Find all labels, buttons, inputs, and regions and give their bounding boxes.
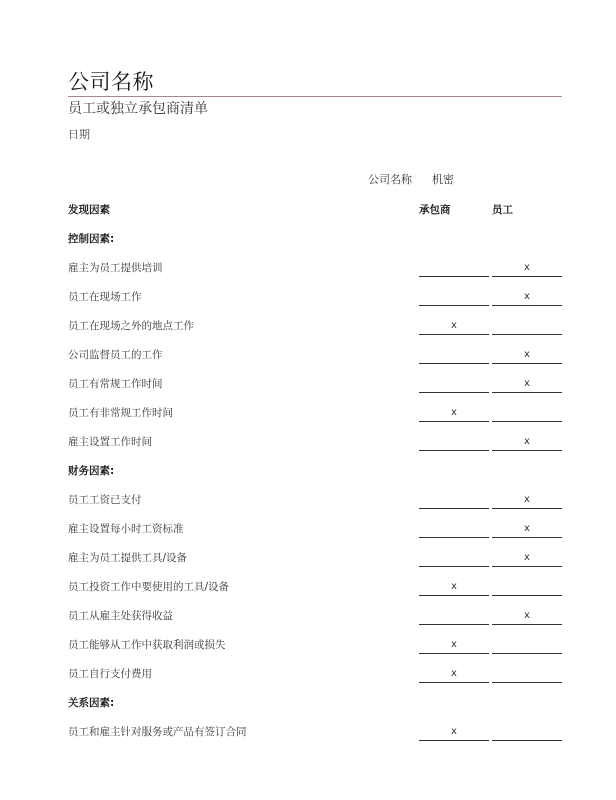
item-label: 员工工资已支付	[68, 494, 142, 506]
table-row	[68, 290, 562, 310]
contractor-mark[interactable]	[419, 551, 489, 567]
table-row	[68, 638, 562, 658]
contractor-mark[interactable]: x	[419, 319, 489, 335]
contractor-mark[interactable]	[419, 435, 489, 451]
checklist	[68, 0, 562, 800]
employee-mark[interactable]	[492, 406, 562, 422]
section-title: 财务因素:	[68, 465, 115, 477]
table-row	[68, 580, 562, 600]
employee-mark[interactable]: x	[492, 377, 562, 393]
table-row	[68, 435, 562, 455]
table-row	[68, 609, 562, 629]
section-title: 控制因素:	[68, 233, 115, 245]
confidential-label: 机密	[432, 173, 454, 186]
item-label: 公司监督员工的工作	[68, 349, 163, 361]
table-row	[68, 551, 562, 571]
item-label: 员工有非常规工作时间	[68, 407, 173, 419]
factor-column-header: 发现因素	[68, 204, 110, 216]
contractor-mark[interactable]	[419, 522, 489, 538]
employee-mark[interactable]: x	[492, 522, 562, 538]
contractor-mark[interactable]: x	[419, 580, 489, 596]
company-name-small: 公司名称	[368, 173, 412, 186]
section-header	[68, 696, 562, 716]
document-subtitle: 员工或独立承包商清单	[68, 101, 208, 117]
item-label: 雇主为员工提供工具/设备	[68, 552, 188, 564]
item-label: 员工和雇主针对服务或产品有签订合同	[68, 726, 247, 738]
item-label: 雇主为员工提供培训	[68, 262, 163, 274]
section-header	[68, 464, 562, 484]
employee-mark[interactable]: x	[492, 609, 562, 625]
item-label: 员工有常规工作时间	[68, 378, 163, 390]
employee-mark[interactable]: x	[492, 551, 562, 567]
contractor-mark[interactable]	[419, 348, 489, 364]
section-header	[68, 232, 562, 252]
section-title: 关系因素:	[68, 697, 115, 709]
item-label: 员工从雇主处获得收益	[68, 610, 173, 622]
table-row	[68, 493, 562, 513]
employee-mark[interactable]: x	[492, 348, 562, 364]
date-label: 日期	[68, 128, 90, 141]
item-label: 员工能够从工作中获取利润或损失	[68, 639, 226, 651]
contractor-mark[interactable]	[419, 609, 489, 625]
item-label: 雇主设置工作时间	[68, 436, 152, 448]
contractor-mark[interactable]: x	[419, 725, 489, 741]
contractor-mark[interactable]: x	[419, 406, 489, 422]
table-row	[68, 406, 562, 426]
table-row	[68, 261, 562, 281]
employee-mark[interactable]	[492, 319, 562, 335]
employee-mark[interactable]	[492, 667, 562, 683]
contractor-mark[interactable]	[419, 493, 489, 509]
table-row	[68, 348, 562, 368]
item-label: 雇主设置每小时工资标准	[68, 523, 184, 535]
employee-mark[interactable]: x	[492, 261, 562, 277]
item-label: 员工自行支付费用	[68, 668, 152, 680]
table-row	[68, 667, 562, 687]
item-label: 员工在现场工作	[68, 291, 142, 303]
table-row	[68, 377, 562, 397]
employee-mark[interactable]	[492, 725, 562, 741]
contractor-mark[interactable]: x	[419, 638, 489, 654]
company-name-title: 公司名称	[68, 70, 154, 94]
contractor-column-header: 承包商	[419, 204, 451, 216]
contractor-mark[interactable]	[419, 261, 489, 277]
item-label: 员工投资工作中要使用的工具/设备	[68, 581, 230, 593]
table-row	[68, 522, 562, 542]
employee-mark[interactable]	[492, 638, 562, 654]
item-label: 员工在现场之外的地点工作	[68, 320, 194, 332]
contractor-mark[interactable]	[419, 377, 489, 393]
contractor-mark[interactable]	[419, 290, 489, 306]
employee-mark[interactable]	[492, 580, 562, 596]
employee-mark[interactable]: x	[492, 493, 562, 509]
employee-column-header: 员工	[492, 204, 513, 216]
employee-mark[interactable]: x	[492, 290, 562, 306]
employee-mark[interactable]: x	[492, 435, 562, 451]
contractor-mark[interactable]: x	[419, 667, 489, 683]
table-row	[68, 319, 562, 339]
table-row	[68, 725, 562, 745]
